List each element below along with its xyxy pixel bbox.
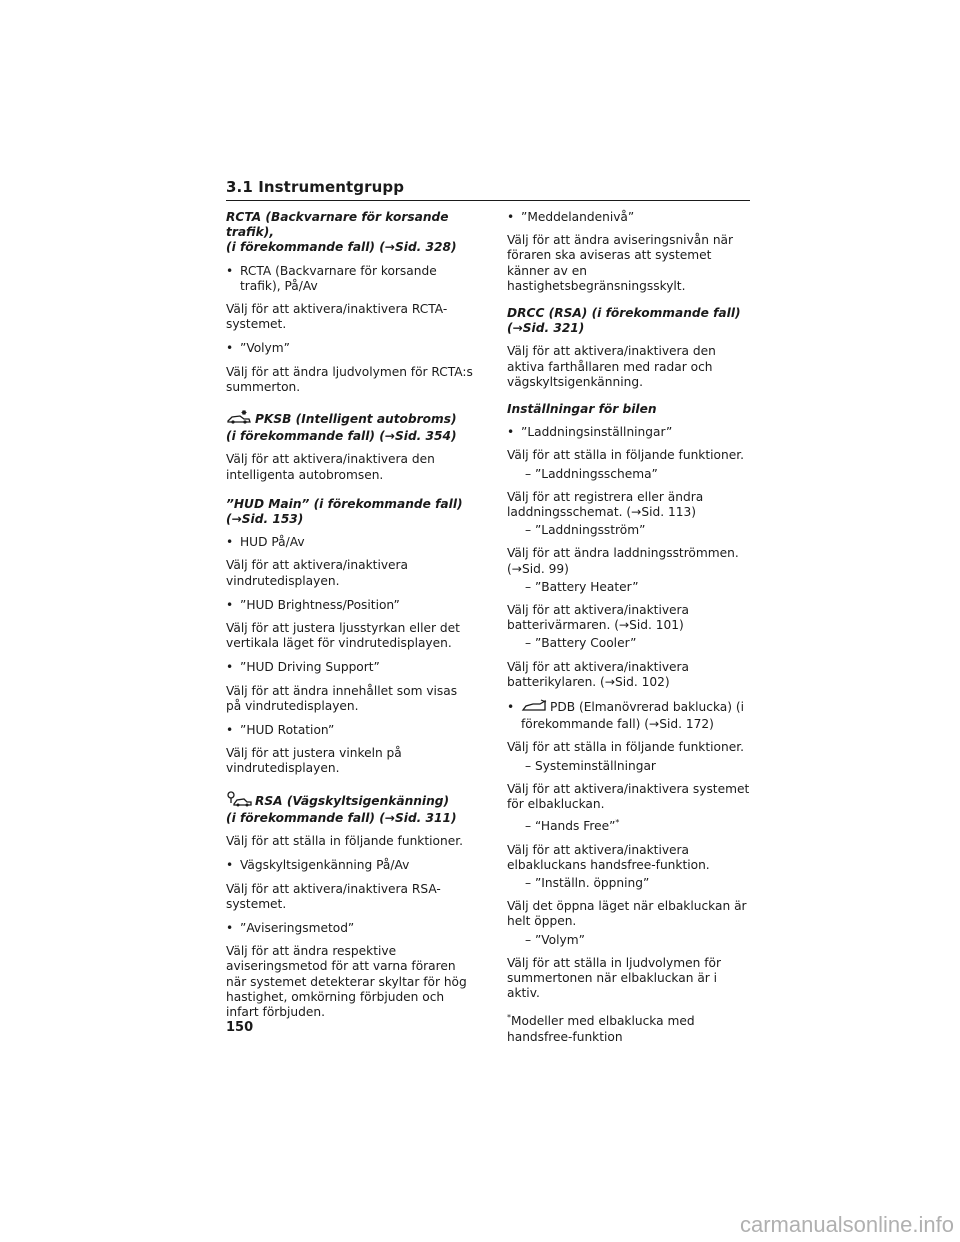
installn-oppning-item: – ”Inställn. öppning” bbox=[525, 875, 650, 890]
list-item bbox=[226, 660, 474, 675]
hands-free-item bbox=[507, 815, 752, 834]
footnote bbox=[507, 1010, 752, 1044]
hud-heading-line-1: ”HUD Main” (i förekommande fall) bbox=[226, 496, 463, 511]
bullet: • bbox=[507, 210, 515, 224]
aviseringsmetod-bullet-text: ”Aviseringsmetod” bbox=[240, 920, 355, 935]
list-item bbox=[226, 723, 474, 738]
bullet: • bbox=[226, 660, 234, 675]
footnote-text: Modeller med elbaklucka med handsfree-funktion bbox=[507, 1014, 695, 1044]
hud-bullet-text: HUD På/Av bbox=[240, 535, 305, 550]
bullet: • bbox=[226, 341, 234, 356]
pksb-brake-icon bbox=[226, 409, 252, 429]
watermark: carmanualsonline.info bbox=[739, 1212, 954, 1237]
rsa-text: Välj för att ställa in följande funktioner. bbox=[226, 834, 463, 849]
meddelandeniva-text: Välj för att ändra aviseringsnivån när föraren ska aviseras att systemet känner av en hastighetsbegränsningsskylt. bbox=[507, 233, 734, 293]
hud-heading-line-2: (→Sid. 153) bbox=[226, 512, 304, 527]
list-item bbox=[226, 858, 474, 873]
pdb-bullet-text: PDB (Elmanövrerad baklucka) (i förekommande fall) (→Sid. 172) bbox=[521, 700, 745, 732]
systeminstallningar-text: Välj för att aktivera/inaktivera systemet för elbakluckan. bbox=[507, 781, 750, 812]
drcc-heading bbox=[507, 306, 752, 336]
rcta-heading bbox=[226, 210, 474, 256]
aviseringsmetod-text: Välj för att ändra respektive aviseringsmetod för att varna föraren när systemet detekterar skyltar för hög hastighet, omkörning förbjuden och infart förbjuden. bbox=[226, 944, 467, 1019]
left-column bbox=[226, 210, 474, 1029]
bullet: • bbox=[507, 425, 515, 440]
rsa-heading-line-1: RSA (Vägskyltsigenkänning) bbox=[255, 793, 450, 808]
rsa-heading bbox=[226, 791, 474, 826]
rsa-bullet-text: Vägskyltsigenkänning På/Av bbox=[240, 858, 410, 873]
hud-brightness-text: Välj för att justera ljusstyrkan eller det vertikala läget för vindrutedisplayen. bbox=[226, 621, 460, 651]
installn-oppning-text: Välj det öppna läget när elbakluckan är helt öppen. bbox=[507, 899, 747, 929]
hands-free-label: – “Hands Free” bbox=[525, 819, 616, 834]
hud-brightness-bullet-text: ”HUD Brightness/Position” bbox=[240, 597, 400, 612]
battery-cooler-item: – ”Battery Cooler” bbox=[525, 636, 637, 651]
meddelandeniva-bullet-text: ”Meddelandenivå” bbox=[521, 210, 635, 224]
list-item bbox=[226, 921, 474, 936]
footnote-marker: * bbox=[615, 818, 620, 828]
list-item bbox=[226, 535, 474, 550]
volym-text: Välj för att ändra ljudvolymen för RCTA:s summerton. bbox=[226, 364, 473, 394]
laddningsstrom-text: Välj för att ändra laddningsströmmen. (→Sid. 99) bbox=[507, 546, 739, 576]
pksb-heading-line-1: PKSB (Intelligent autobroms) bbox=[255, 412, 457, 427]
hud-driving-bullet-text: ”HUD Driving Support” bbox=[240, 660, 380, 675]
battery-heater-text: Välj för att aktivera/inaktivera batterivärmaren. (→Sid. 101) bbox=[507, 603, 690, 633]
systeminstallningar-item: – Systeminställningar bbox=[525, 758, 656, 773]
rcta-bullet-text: RCTA (Backvarnare för korsande trafik), På/Av bbox=[240, 263, 437, 293]
hud-text: Välj för att aktivera/inaktivera vindrutedisplayen. bbox=[226, 558, 409, 588]
hands-free-text: Välj för att aktivera/inaktivera elbakluckans handsfree-funktion. bbox=[507, 842, 710, 872]
power-tailgate-icon bbox=[521, 699, 547, 717]
laddningsschema-item: – ”Laddningsschema” bbox=[525, 466, 658, 481]
pksb-heading-line-2: (i förekommande fall) (→Sid. 354) bbox=[226, 429, 457, 444]
list-item bbox=[226, 264, 474, 294]
drcc-heading-line-2: (→Sid. 321) bbox=[507, 321, 585, 336]
laddning-bullet-text: ”Laddningsinställningar” bbox=[521, 425, 673, 440]
laddningsschema-text: Välj för att registrera eller ändra laddningsschemat. (→Sid. 113) bbox=[507, 489, 704, 520]
page-number: 150 bbox=[226, 1020, 254, 1035]
bullet: • bbox=[226, 723, 234, 738]
rcta-heading-line-1: RCTA (Backvarnare för korsande trafik), bbox=[226, 210, 449, 240]
hud-rotation-bullet-text: ”HUD Rotation” bbox=[240, 723, 335, 738]
vehicle-settings-heading: Inställningar för bilen bbox=[507, 402, 657, 417]
hud-driving-text: Välj för att ändra innehållet som visas på vindrutedisplayen. bbox=[226, 683, 458, 713]
battery-cooler-text: Välj för att aktivera/inaktivera batterikylaren. (→Sid. 102) bbox=[507, 659, 690, 689]
list-item bbox=[226, 341, 474, 356]
rsa-bullet-description: Välj för att aktivera/inaktivera RSA-systemet. bbox=[226, 881, 441, 911]
list-item bbox=[507, 210, 752, 225]
pksb-text: Välj för att aktivera/inaktivera den intelligenta autobromsen. bbox=[226, 452, 435, 482]
pdb-text: Välj för att ställa in följande funktioner. bbox=[507, 740, 744, 755]
rcta-text: Välj för att aktivera/inaktivera RCTA-systemet. bbox=[226, 302, 448, 332]
bullet: • bbox=[507, 700, 515, 715]
drcc-heading-line-1: DRCC (RSA) (i förekommande fall) bbox=[507, 306, 741, 321]
right-column bbox=[507, 210, 752, 1045]
section-title: 3.1 Instrumentgrupp bbox=[226, 178, 405, 196]
footnote-mark: * bbox=[507, 1013, 511, 1023]
list-item bbox=[507, 425, 752, 440]
bullet: • bbox=[226, 858, 234, 873]
bullet: • bbox=[226, 535, 234, 550]
drcc-text: Välj för att aktivera/inaktivera den aktiva farthållaren med radar och vägskyltsigenkänning. bbox=[507, 344, 716, 389]
bullet: • bbox=[226, 920, 234, 935]
battery-heater-item: – ”Battery Heater” bbox=[525, 579, 639, 594]
laddning-text: Välj för att ställa in följande funktioner. bbox=[507, 448, 744, 463]
pksb-heading bbox=[226, 409, 474, 444]
bullet: • bbox=[226, 263, 234, 278]
hud-rotation-text: Välj för att justera vinkeln på vindrutedisplayen. bbox=[226, 746, 402, 776]
laddningsstrom-item: – ”Laddningsström” bbox=[525, 523, 646, 538]
list-item bbox=[226, 598, 474, 613]
header-rule bbox=[226, 200, 750, 201]
list-item bbox=[507, 699, 752, 732]
volym-item: – ”Volym” bbox=[525, 932, 585, 947]
rcta-heading-line-2: (i förekommande fall) (→Sid. 328) bbox=[226, 240, 457, 255]
volym-description: Välj för att ställa in ljudvolymen för summertonen när elbakluckan är i aktiv. bbox=[507, 955, 721, 1001]
volym-bullet-text: ”Volym” bbox=[240, 341, 290, 356]
bullet: • bbox=[226, 597, 234, 612]
rsa-heading-line-2: (i förekommande fall) (→Sid. 311) bbox=[226, 810, 457, 825]
road-sign-recognition-icon bbox=[226, 791, 252, 811]
hud-heading bbox=[226, 497, 474, 527]
page-header bbox=[226, 178, 750, 201]
